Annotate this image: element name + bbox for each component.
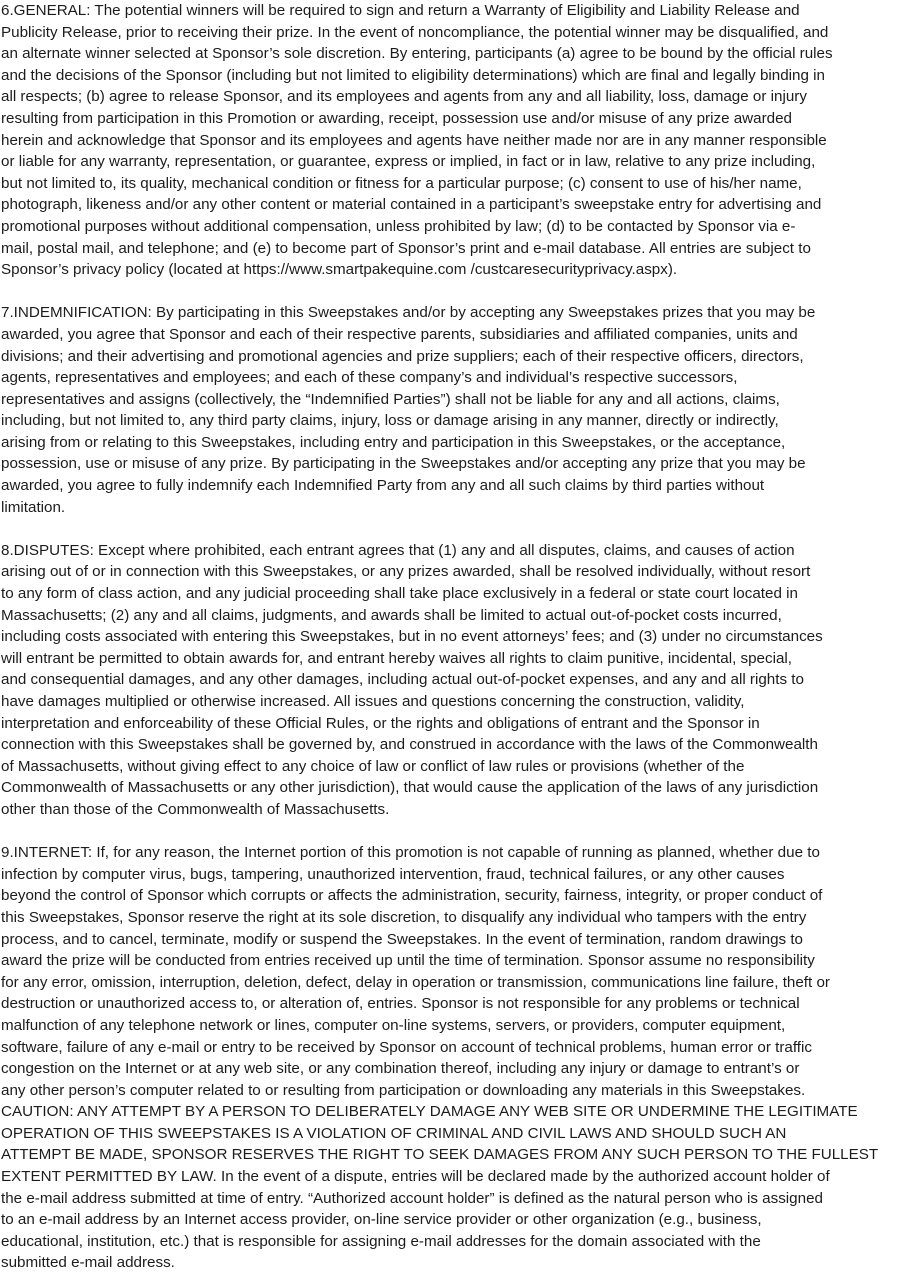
text-line: Sponsor’s privacy policy (located at https://www.smartpakequine.com /custcaresecurityprivacy.aspx). [1,261,678,279]
text-line: malfunction of any telephone network or lines, computer on-line systems, servers, or providers, computer equipment, [1,1016,786,1034]
text-line: this Sweepstakes, Sponsor reserve the right at its sole discretion, to disqualify any individual who tampers with the entry [1,908,807,926]
text-line: OPERATION OF THIS SWEEPSTAKES IS A VIOLATION OF CRIMINAL AND CIVIL LAWS AND SHOULD SUCH AN [1,1124,787,1142]
text-line: an alternate winner selected at Sponsor’s sole discretion. By entering, participants (a) agree to be bound by the official rules [1,45,833,63]
text-line: educational, institution, etc.) that is responsible for assigning e-mail addresses for the domain associated with the [1,1232,761,1250]
text-line: other than those of the Commonwealth of Massachusetts. [1,800,390,818]
text-line: arising out of or in connection with this Sweepstakes, or any prizes awarded, shall be resolved individually, without resort [1,563,811,581]
text-line: and consequential damages, and any other damages, including actual out-of-pocket expenses, and any and all rights to [1,671,804,689]
rules-section-general [1,0,910,281]
text-line: will entrant be permitted to obtain awards for, and entrant hereby waives all rights to claim punitive, incidental, special, [1,649,793,667]
text-line: promotional purposes without additional compensation, unless prohibited by law; (d) to be contacted by Sponsor via e- [1,217,796,235]
text-line: all respects; (b) agree to release Sponsor, and its employees and agents from any and all liability, loss, damage or injury [1,88,807,106]
rules-section-disputes [1,540,910,821]
text-line: awarded, you agree that Sponsor and each of their respective parents, subsidiaries and affiliated companies, units and [1,325,798,343]
text-line: 7.INDEMNIFICATION: By participating in this Sweepstakes and/or by accepting any Sweepstakes prizes that you may be [1,304,816,322]
text-line: representatives and assigns (collectively, the “Indemnified Parties”) shall not be liable for any and all actions, claims, [1,390,780,408]
text-line: software, failure of any e-mail or entry to be received by Sponsor on account of technical problems, human error or traffic [1,1038,812,1056]
text-line: infection by computer virus, bugs, tampering, unauthorized intervention, fraud, technical failures, or any other causes [1,865,785,883]
text-line: awarded, you agree to fully indemnify each Indemnified Party from any and all such claims by third parties without [1,477,765,495]
text-line: the e-mail address submitted at time of entry. “Authorized account holder” is defined as the natural person who is assigned [1,1189,823,1207]
text-line: or liable for any warranty, representation, or guarantee, express or implied, in fact or in law, relative to any prize including, [1,153,816,171]
text-line: any other person’s computer related to or resulting from participation or downloading any materials in this Sweepstakes. [1,1081,806,1099]
text-line: to an e-mail address by an Internet access provider, on-line service provider or other organization (e.g., business, [1,1211,762,1229]
text-line: to any form of class action, and any judicial proceeding shall take place exclusively in a federal or state court located in [1,585,798,603]
text-line: submitted e-mail address. [1,1254,175,1272]
text-line: connection with this Sweepstakes shall be governed by, and construed in accordance with the laws of the Commonwealth [1,736,818,754]
text-line: of Massachusetts, without giving effect to any choice of law or conflict of law rules or provisions (whether of the [1,757,745,775]
text-line: award the prize will be conducted from entries received up until the time of termination. Sponsor assume no responsibility [1,952,815,970]
text-line: congestion on the Internet or at any web site, or any combination thereof, including any injury or damage to entrant’s or [1,1060,800,1078]
text-line: interpretation and enforceability of these Official Rules, or the rights and obligations of entrant and the Sponsor in [1,714,760,732]
text-line: 8.DISPUTES: Except where prohibited, each entrant agrees that (1) any and all disputes, claims, and causes of action [1,541,795,559]
text-line: for any error, omission, interruption, deletion, defect, delay in operation or transmission, communications line failure, theft or [1,973,830,991]
text-line: process, and to cancel, terminate, modify or suspend the Sweepstakes. In the event of termination, random drawings to [1,930,803,948]
text-line: mail, postal mail, and telephone; and (e) to become part of Sponsor’s print and e-mail database. All entries are subject to [1,239,811,257]
text-line: CAUTION: ANY ATTEMPT BY A PERSON TO DELIBERATELY DAMAGE ANY WEB SITE OR UNDERMINE THE LEGITIMATE [1,1103,858,1121]
text-line: including, but not limited to, any third party claims, injury, loss or damage arising in any manner, directly or indirectly, [1,412,779,430]
text-line: and the decisions of the Sponsor (including but not limited to eligibility determinations) which are final and legally binding in [1,66,825,84]
text-line: agents, representatives and employees; and each of these company’s and individual’s respective successors, [1,369,738,387]
text-line: Massachusetts; (2) any and all claims, judgments, and awards shall be limited to actual out-of-pocket costs incurred, [1,606,782,624]
text-line: have damages multiplied or otherwise increased. All issues and questions concerning the construction, validity, [1,693,745,710]
text-line: Commonwealth of Massachusetts or any other jurisdiction), that would cause the application of the laws of any jurisdiction [1,779,819,797]
text-line: 6.GENERAL: The potential winners will be required to sign and return a Warranty of Eligibility and Liability Release and [1,2,800,19]
text-line: possession, use or misuse of any prize. By participating in the Sweepstakes and/or accepting any prize that you may be [1,455,806,473]
text-line: 9.INTERNET: If, for any reason, the Internet portion of this promotion is not capable of running as planned, whether due to [1,844,820,862]
text-line: but not limited to, its quality, mechanical condition or fitness for a particular purpose; (c) consent to use of his/her name, [1,174,802,192]
text-line: resulting from participation in this Promotion or awarding, receipt, possession use and/or misuse of any prize awarded [1,109,792,127]
text-line: ATTEMPT BE MADE, SPONSOR RESERVES THE RIGHT TO SEEK DAMAGES FROM ANY SUCH PERSON TO THE FULLEST [1,1146,879,1164]
text-line: EXTENT PERMITTED BY LAW. In the event of a dispute, entries will be declared made by the authorized account holder of [1,1168,830,1186]
rules-section-indemnification [1,302,910,518]
text-line: Publicity Release, prior to receiving their prize. In the event of noncompliance, the potential winner may be disqualified, and [1,23,829,41]
text-line: including costs associated with entering this Sweepstakes, but in no event attorneys’ fees; and (3) under no circumstances [1,628,823,646]
text-line: limitation. [1,498,66,516]
text-line: divisions; and their advertising and promotional agencies and prize suppliers; each of their respective officers, directors, [1,347,804,365]
text-line: beyond the control of Sponsor which corrupts or affects the administration, security, fairness, integrity, or proper conduct of [1,887,823,905]
text-line: destruction or unauthorized access to, or alteration of, entries. Sponsor is not responsible for any problems or technical [1,995,800,1013]
text-line: photograph, likeness and/or any other content or material contained in a participant’s sweepstake entry for advertising and [1,196,822,214]
text-line: arising from or relating to this Sweepstakes, including entry and participation in this Sweepstakes, or the acceptance, [1,433,786,451]
rules-section-internet [1,842,910,1274]
text-line: herein and acknowledge that Sponsor and its employees and agents have neither made nor are in any manner responsible [1,131,827,149]
